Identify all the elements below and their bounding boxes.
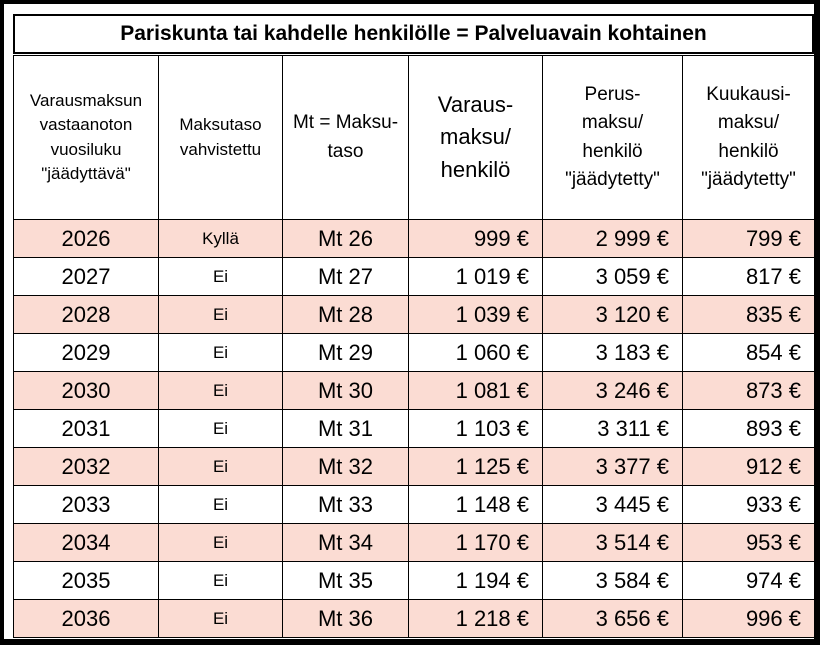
cell-year: 2031 [14,410,159,448]
cell-base-fee: 3 656 € [543,600,683,638]
cell-fee-level: Mt 36 [283,600,409,638]
cell-reservation-fee: 1 218 € [409,600,543,638]
header-confirmed [159,56,283,220]
cell-year: 2027 [14,258,159,296]
table-row [14,220,815,258]
cell-monthly-fee: 817 € [683,258,815,296]
cell-year: 2026 [14,220,159,258]
cell-confirmed: Kyllä [159,220,283,258]
header-year-line: vastaanoton [39,115,133,135]
cell-confirmed: Ei [159,296,283,334]
cell-reservation-fee: 1 039 € [409,296,543,334]
cell-base-fee: 3 445 € [543,486,683,524]
cell-confirmed: Ei [159,486,283,524]
cell-base-fee: 3 059 € [543,258,683,296]
cell-base-fee: 3 183 € [543,334,683,372]
table-row [14,296,815,334]
cell-base-fee: 3 311 € [543,410,683,448]
cell-confirmed: Ei [159,448,283,486]
header-monthly-fee [683,56,815,220]
header-base-fee [543,56,683,220]
table-row [14,600,815,638]
cell-base-fee: 3 246 € [543,372,683,410]
header-base-fee-line: maksu/ [581,112,644,133]
cell-year: 2030 [14,372,159,410]
header-monthly-fee-line: maksu/ [717,112,780,133]
cell-base-fee: 2 999 € [543,220,683,258]
cell-reservation-fee: 1 060 € [409,334,543,372]
cell-reservation-fee: 1 019 € [409,258,543,296]
header-fee-level [283,56,409,220]
cell-monthly-fee: 799 € [683,220,815,258]
table-row [14,372,815,410]
cell-fee-level: Mt 29 [283,334,409,372]
cell-base-fee: 3 584 € [543,562,683,600]
cell-fee-level: Mt 32 [283,448,409,486]
fee-table [13,55,815,638]
cell-monthly-fee: 996 € [683,600,815,638]
cell-monthly-fee: 873 € [683,372,815,410]
header-confirmed-line: Maksutaso [179,115,262,135]
table-frame [4,4,814,639]
cell-year: 2028 [14,296,159,334]
table-row [14,258,815,296]
header-base-fee-line: Perus- [584,83,641,105]
cell-year: 2033 [14,486,159,524]
header-base-fee-line: henkilö [582,140,643,162]
header-reservation-fee [409,56,543,220]
header-monthly-fee-line: henkilö [718,140,779,162]
cell-fee-level: Mt 30 [283,372,409,410]
cell-reservation-fee: 1 125 € [409,448,543,486]
header-confirmed-line: vahvistettu [179,139,262,159]
cell-monthly-fee: 893 € [683,410,815,448]
cell-monthly-fee: 912 € [683,448,815,486]
cell-confirmed: Ei [159,372,283,410]
table-title: Pariskunta tai kahdelle henkilölle = Palveluavain kohtainen [13,14,814,54]
cell-fee-level: Mt 33 [283,486,409,524]
cell-monthly-fee: 854 € [683,334,815,372]
cell-base-fee: 3 377 € [543,448,683,486]
cell-confirmed: Ei [159,258,283,296]
table-row [14,562,815,600]
header-year-line: Varausmaksun [29,91,143,111]
header-reservation-fee-line: maksu/ [440,124,511,150]
cell-reservation-fee: 1 103 € [409,410,543,448]
cell-confirmed: Ei [159,410,283,448]
cell-fee-level: Mt 28 [283,296,409,334]
cell-year: 2036 [14,600,159,638]
table-row [14,448,815,486]
header-row [14,56,815,220]
cell-monthly-fee: 953 € [683,524,815,562]
cell-reservation-fee: 999 € [409,220,543,258]
header-monthly-fee-line: Kuukausi- [706,83,791,105]
cell-fee-level: Mt 27 [283,258,409,296]
cell-fee-level: Mt 35 [283,562,409,600]
cell-reservation-fee: 1 194 € [409,562,543,600]
header-base-fee-line: "jäädytetty" [565,169,660,190]
cell-confirmed: Ei [159,524,283,562]
header-year-line: "jäädyttävä" [41,163,131,183]
cell-confirmed: Ei [159,334,283,372]
header-year [14,56,159,220]
cell-confirmed: Ei [159,562,283,600]
cell-year: 2035 [14,562,159,600]
cell-fee-level: Mt 26 [283,220,409,258]
cell-year: 2032 [14,448,159,486]
header-reservation-fee-line: henkilö [440,156,511,182]
cell-monthly-fee: 933 € [683,486,815,524]
cell-monthly-fee: 835 € [683,296,815,334]
header-year-line: vuosiluku [50,139,122,159]
cell-base-fee: 3 514 € [543,524,683,562]
cell-reservation-fee: 1 170 € [409,524,543,562]
cell-fee-level: Mt 34 [283,524,409,562]
table-row [14,334,815,372]
cell-base-fee: 3 120 € [543,296,683,334]
header-monthly-fee-line: "jäädytetty" [701,169,796,190]
table-row [14,410,815,448]
cell-year: 2029 [14,334,159,372]
cell-fee-level: Mt 31 [283,410,409,448]
header-fee-level-line: Mt = Maksu- [292,112,399,133]
cell-monthly-fee: 974 € [683,562,815,600]
header-fee-level-line: taso [327,140,364,162]
cell-reservation-fee: 1 148 € [409,486,543,524]
table-row [14,524,815,562]
table-row [14,486,815,524]
cell-year: 2034 [14,524,159,562]
cell-reservation-fee: 1 081 € [409,372,543,410]
cell-confirmed: Ei [159,600,283,638]
header-reservation-fee-line: Varaus- [437,92,514,117]
